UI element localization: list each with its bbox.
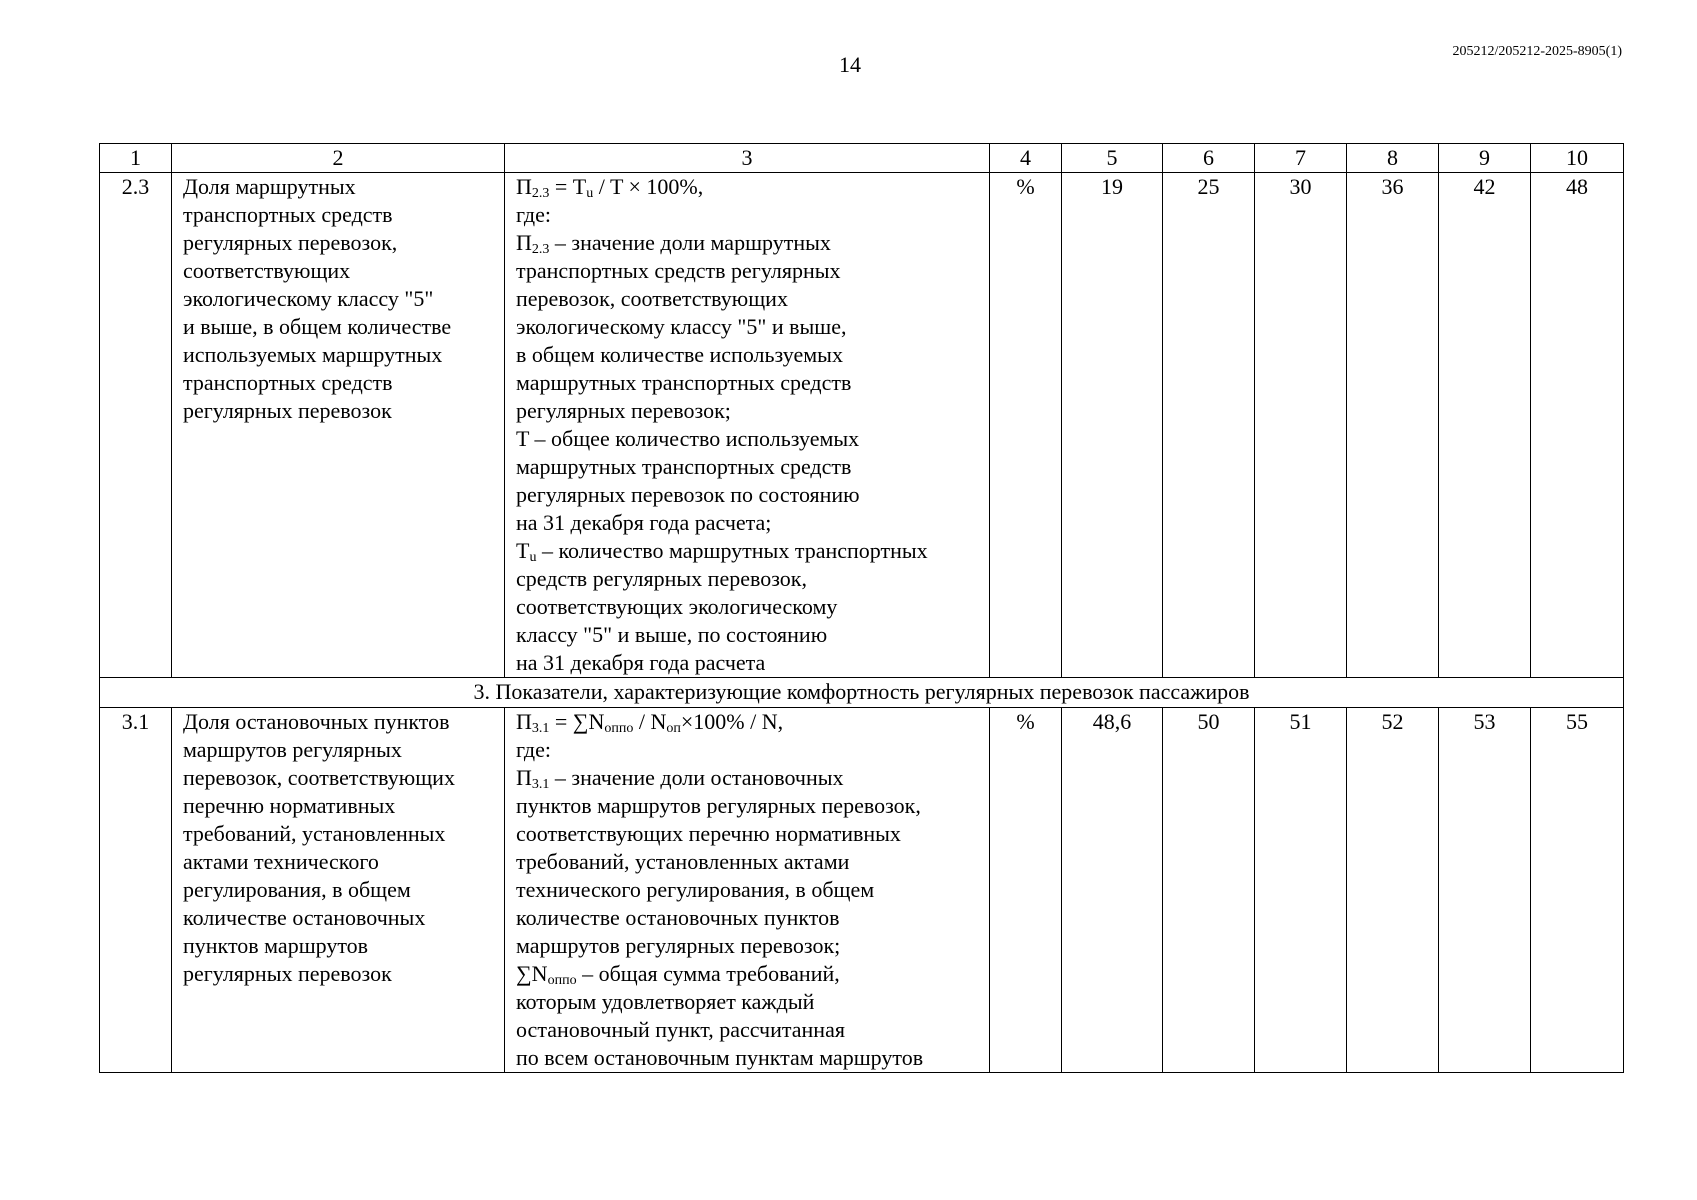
name-line: экологическому классу "5" <box>183 286 434 311</box>
column-number: 5 <box>1062 144 1163 173</box>
definition-subscript: u <box>529 550 537 565</box>
formula-subscript: u <box>586 186 594 201</box>
formula-line: транспортных средств регулярных <box>516 258 841 283</box>
value-cell: 52 <box>1347 708 1439 1073</box>
definition-subscript: 2.3 <box>531 242 550 257</box>
name-line: регулярных перевозок, <box>183 230 398 255</box>
definition-text: – общая сумма требований, <box>576 961 840 986</box>
formula-line: регулярных перевозок; <box>516 398 731 423</box>
page-number: 14 <box>839 52 861 77</box>
formula-text: / N <box>633 709 667 734</box>
definition-symbol: П <box>516 765 532 790</box>
value-cell: 25 <box>1163 173 1255 678</box>
name-line: регулярных перевозок <box>183 961 392 986</box>
formula-line: на 31 декабря года расчета <box>516 650 766 675</box>
calculation-method <box>505 708 990 1073</box>
value-cell: 42 <box>1439 173 1531 678</box>
column-number-row <box>100 144 1624 173</box>
formula-text: / T × 100%, <box>593 174 704 199</box>
value-cell: 50 <box>1163 708 1255 1073</box>
formula-line <box>516 173 983 201</box>
definition-text: – значение доли остановочных <box>549 765 844 790</box>
formula-line: остановочный пункт, рассчитанная <box>516 1017 845 1042</box>
where-line: где: <box>516 202 551 227</box>
definition-line <box>516 537 983 565</box>
table-row-3-1 <box>100 708 1624 1073</box>
name-line: транспортных средств <box>183 370 393 395</box>
name-line: Доля маршрутных <box>183 174 356 199</box>
calculation-method <box>505 173 990 678</box>
indicator-name <box>172 173 505 678</box>
formula-subscript: 2.3 <box>531 186 550 201</box>
formula-line: по всем остановочным пунктам маршрутов <box>516 1045 924 1070</box>
formula-line: маршрутов регулярных перевозок; <box>516 933 841 958</box>
formula-symbol: П <box>516 174 532 199</box>
formula-line <box>516 708 983 736</box>
row-number: 2.3 <box>100 173 172 678</box>
formula-line: маршрутных транспортных средств <box>516 370 852 395</box>
formula-line: средств регулярных перевозок, <box>516 566 807 591</box>
formula-text: ×100% / N, <box>680 709 784 734</box>
definition-line <box>516 229 983 257</box>
formula-symbol: П <box>516 709 532 734</box>
name-line: и выше, в общем количестве <box>183 314 452 339</box>
formula-text: = ∑N <box>549 709 605 734</box>
name-line: перечню нормативных <box>183 793 396 818</box>
document-id: 205212/205212-2025-8905(1) <box>1452 44 1622 59</box>
where-line: где: <box>516 737 551 762</box>
definition-subscript: оппо <box>547 973 577 988</box>
value-cell: 51 <box>1255 708 1347 1073</box>
formula-line: на 31 декабря года расчета; <box>516 510 772 535</box>
formula-subscript: оппо <box>604 721 634 736</box>
formula-line: регулярных перевозок по состоянию <box>516 482 860 507</box>
name-line: регулирования, в общем <box>183 877 411 902</box>
column-number: 1 <box>100 144 172 173</box>
value-cell: 19 <box>1062 173 1163 678</box>
value-cell: 55 <box>1531 708 1624 1073</box>
indicator-name <box>172 708 505 1073</box>
name-line: маршрутов регулярных <box>183 737 402 762</box>
formula-line: требований, установленных актами <box>516 849 850 874</box>
formula-line: в общем количестве используемых <box>516 342 843 367</box>
definition-symbol: ∑N <box>516 961 548 986</box>
column-number: 10 <box>1531 144 1624 173</box>
column-number: 7 <box>1255 144 1347 173</box>
value-cell: 30 <box>1255 173 1347 678</box>
row-number: 3.1 <box>100 708 172 1073</box>
section-header-row <box>100 678 1624 708</box>
value-cell: 48 <box>1531 173 1624 678</box>
formula-line: маршрутных транспортных средств <box>516 454 852 479</box>
column-number: 3 <box>505 144 990 173</box>
definition-symbol: П <box>516 230 532 255</box>
formula-subscript: оп <box>666 721 681 736</box>
name-line: регулярных перевозок <box>183 398 392 423</box>
formula-line: классу "5" и выше, по состоянию <box>516 622 828 647</box>
formula-line: T – общее количество используемых <box>516 426 860 451</box>
definition-text: – значение доли маршрутных <box>549 230 831 255</box>
formula-line: пунктов маршрутов регулярных перевозок, <box>516 793 921 818</box>
formula-line: экологическому классу "5" и выше, <box>516 314 847 339</box>
column-number: 4 <box>990 144 1062 173</box>
name-line: перевозок, соответствующих <box>183 765 455 790</box>
formula-line: соответствующих экологическому <box>516 594 838 619</box>
unit-cell: % <box>990 173 1062 678</box>
column-number: 6 <box>1163 144 1255 173</box>
name-line: используемых маршрутных <box>183 342 443 367</box>
definition-line <box>516 960 983 988</box>
value-cell: 48,6 <box>1062 708 1163 1073</box>
column-number: 2 <box>172 144 505 173</box>
name-line: пунктов маршрутов <box>183 933 369 958</box>
value-cell: 53 <box>1439 708 1531 1073</box>
name-line: количестве остановочных <box>183 905 426 930</box>
formula-line: количестве остановочных пунктов <box>516 905 840 930</box>
definition-line <box>516 764 983 792</box>
name-line: требований, установленных <box>183 821 446 846</box>
name-line: соответствующих <box>183 258 351 283</box>
column-number: 8 <box>1347 144 1439 173</box>
unit-cell: % <box>990 708 1062 1073</box>
name-line: Доля остановочных пунктов <box>183 709 450 734</box>
formula-line: которым удовлетворяет каждый <box>516 989 815 1014</box>
value-cell: 36 <box>1347 173 1439 678</box>
formula-line: соответствующих перечню нормативных <box>516 821 901 846</box>
name-line: актами технического <box>183 849 379 874</box>
table-row-2-3 <box>100 173 1624 678</box>
formula-line: перевозок, соответствующих <box>516 286 788 311</box>
definition-symbol: T <box>516 538 530 563</box>
indicators-table <box>99 143 1624 1073</box>
definition-subscript: 3.1 <box>531 777 550 792</box>
column-number: 9 <box>1439 144 1531 173</box>
definition-text: – количество маршрутных транспортных <box>536 538 928 563</box>
formula-subscript: 3.1 <box>531 721 550 736</box>
formula-line: технического регулирования, в общем <box>516 877 875 902</box>
section-title: 3. Показатели, характеризующие комфортность регулярных перевозок пассажиров <box>100 678 1624 708</box>
formula-text: = T <box>549 174 587 199</box>
name-line: транспортных средств <box>183 202 393 227</box>
